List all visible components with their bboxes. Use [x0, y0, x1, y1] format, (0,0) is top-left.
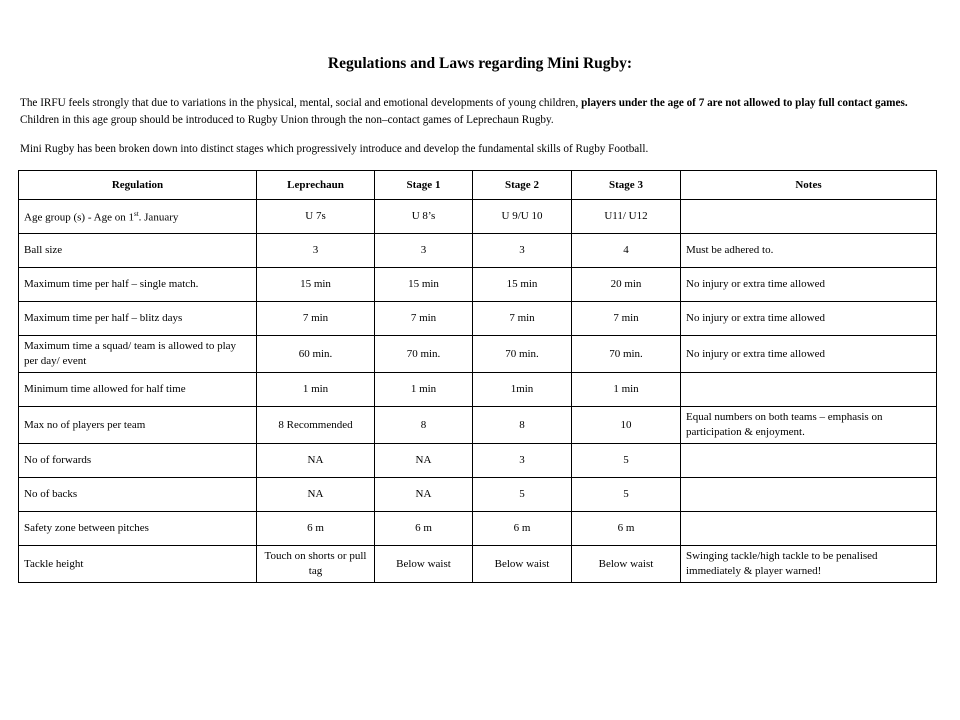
table-row [19, 407, 937, 444]
cell-stage-2: U 9/U 10 [473, 200, 572, 234]
cell-stage-3: 20 min [572, 268, 681, 302]
intro-text-c: Children in this age group should be introduced to Rugby Union through the non–contact games of Leprechaun Rugby. [20, 114, 554, 126]
age-group-superscript: st [133, 210, 139, 219]
table-row [19, 302, 937, 336]
cell-leprechaun: 6 m [257, 512, 375, 546]
cell-regulation: Tackle height [19, 546, 257, 583]
cell-leprechaun: Touch on shorts or pull tag [257, 546, 375, 583]
cell-stage-3: 4 [572, 234, 681, 268]
cell-stage-1: 3 [375, 234, 473, 268]
cell-leprechaun: 7 min [257, 302, 375, 336]
intro-text-bold: players under the age of 7 are not allowed to play full contact games. [581, 97, 908, 109]
cell-notes: No injury or extra time allowed [681, 268, 937, 302]
cell-notes: Must be adhered to. [681, 234, 937, 268]
cell-notes: No injury or extra time allowed [681, 302, 937, 336]
cell-stage-1: 70 min. [375, 336, 473, 373]
intro-text-a: The IRFU feels strongly that due to variations in the physical, mental, social and emotional developments of young children, [20, 97, 582, 109]
cell-stage-3: 6 m [572, 512, 681, 546]
cell-stage-1: 6 m [375, 512, 473, 546]
cell-stage-3: Below waist [572, 546, 681, 583]
cell-stage-3: 5 [572, 478, 681, 512]
cell-notes: Equal numbers on both teams – emphasis on participation & enjoyment. [681, 407, 937, 444]
table-row [19, 336, 937, 373]
cell-stage-1: 15 min [375, 268, 473, 302]
cell-leprechaun: 15 min [257, 268, 375, 302]
cell-stage-2: 7 min [473, 302, 572, 336]
table-row [19, 546, 937, 583]
cell-stage-3: 7 min [572, 302, 681, 336]
table-row [19, 373, 937, 407]
cell-leprechaun: 60 min. [257, 336, 375, 373]
cell-notes: No injury or extra time allowed [681, 336, 937, 373]
header-stage-2: Stage 2 [473, 171, 572, 200]
cell-stage-2: 3 [473, 234, 572, 268]
cell-stage-2: 3 [473, 444, 572, 478]
cell-stage-3: 5 [572, 444, 681, 478]
table-row [19, 200, 937, 234]
cell-leprechaun: U 7s [257, 200, 375, 234]
intro-paragraph [20, 95, 945, 129]
cell-regulation [19, 200, 257, 234]
cell-stage-1: 8 [375, 407, 473, 444]
table-row [19, 234, 937, 268]
cell-notes [681, 512, 937, 546]
stages-paragraph: Mini Rugby has been broken down into distinct stages which progressively introduce and develop the fundamental skills of Rugby Football. [20, 143, 649, 155]
table-row [19, 268, 937, 302]
table-row [19, 512, 937, 546]
header-leprechaun: Leprechaun [257, 171, 375, 200]
cell-regulation: Ball size [19, 234, 257, 268]
cell-leprechaun: 8 Recommended [257, 407, 375, 444]
cell-notes [681, 373, 937, 407]
cell-stage-2: 15 min [473, 268, 572, 302]
cell-stage-2: 8 [473, 407, 572, 444]
cell-leprechaun: NA [257, 478, 375, 512]
cell-stage-2: 5 [473, 478, 572, 512]
header-stage-3: Stage 3 [572, 171, 681, 200]
regulations-table [18, 170, 937, 583]
cell-stage-2: Below waist [473, 546, 572, 583]
cell-stage-1: 1 min [375, 373, 473, 407]
cell-leprechaun: 1 min [257, 373, 375, 407]
cell-stage-2: 70 min. [473, 336, 572, 373]
cell-stage-3: 1 min [572, 373, 681, 407]
cell-regulation: Maximum time per half – blitz days [19, 302, 257, 336]
table-row [19, 478, 937, 512]
cell-stage-1: Below waist [375, 546, 473, 583]
cell-notes [681, 444, 937, 478]
cell-leprechaun: NA [257, 444, 375, 478]
cell-regulation: No of forwards [19, 444, 257, 478]
cell-stage-1: NA [375, 478, 473, 512]
header-regulation: Regulation [19, 171, 257, 200]
cell-notes: Swinging tackle/high tackle to be penalised immediately & player warned! [681, 546, 937, 583]
cell-regulation: Minimum time allowed for half time [19, 373, 257, 407]
page-title: Regulations and Laws regarding Mini Rugby: [327, 55, 633, 72]
cell-stage-2: 6 m [473, 512, 572, 546]
cell-regulation: Maximum time a squad/ team is allowed to play per day/ event [19, 336, 257, 373]
cell-notes [681, 478, 937, 512]
cell-stage-1: NA [375, 444, 473, 478]
cell-stage-2: 1min [473, 373, 572, 407]
age-group-text-end: . January [138, 211, 179, 224]
cell-notes [681, 200, 937, 234]
cell-regulation: Max no of players per team [19, 407, 257, 444]
cell-regulation: No of backs [19, 478, 257, 512]
table-row [19, 444, 937, 478]
cell-stage-1: U 8’s [375, 200, 473, 234]
cell-stage-3: 10 [572, 407, 681, 444]
cell-stage-3: U11/ U12 [572, 200, 681, 234]
age-group-text: Age group (s) - Age on 1 [24, 211, 134, 224]
table-header-row [19, 171, 937, 200]
cell-leprechaun: 3 [257, 234, 375, 268]
cell-regulation: Safety zone between pitches [19, 512, 257, 546]
header-stage-1: Stage 1 [375, 171, 473, 200]
header-notes: Notes [681, 171, 937, 200]
cell-stage-3: 70 min. [572, 336, 681, 373]
cell-stage-1: 7 min [375, 302, 473, 336]
cell-regulation: Maximum time per half – single match. [19, 268, 257, 302]
